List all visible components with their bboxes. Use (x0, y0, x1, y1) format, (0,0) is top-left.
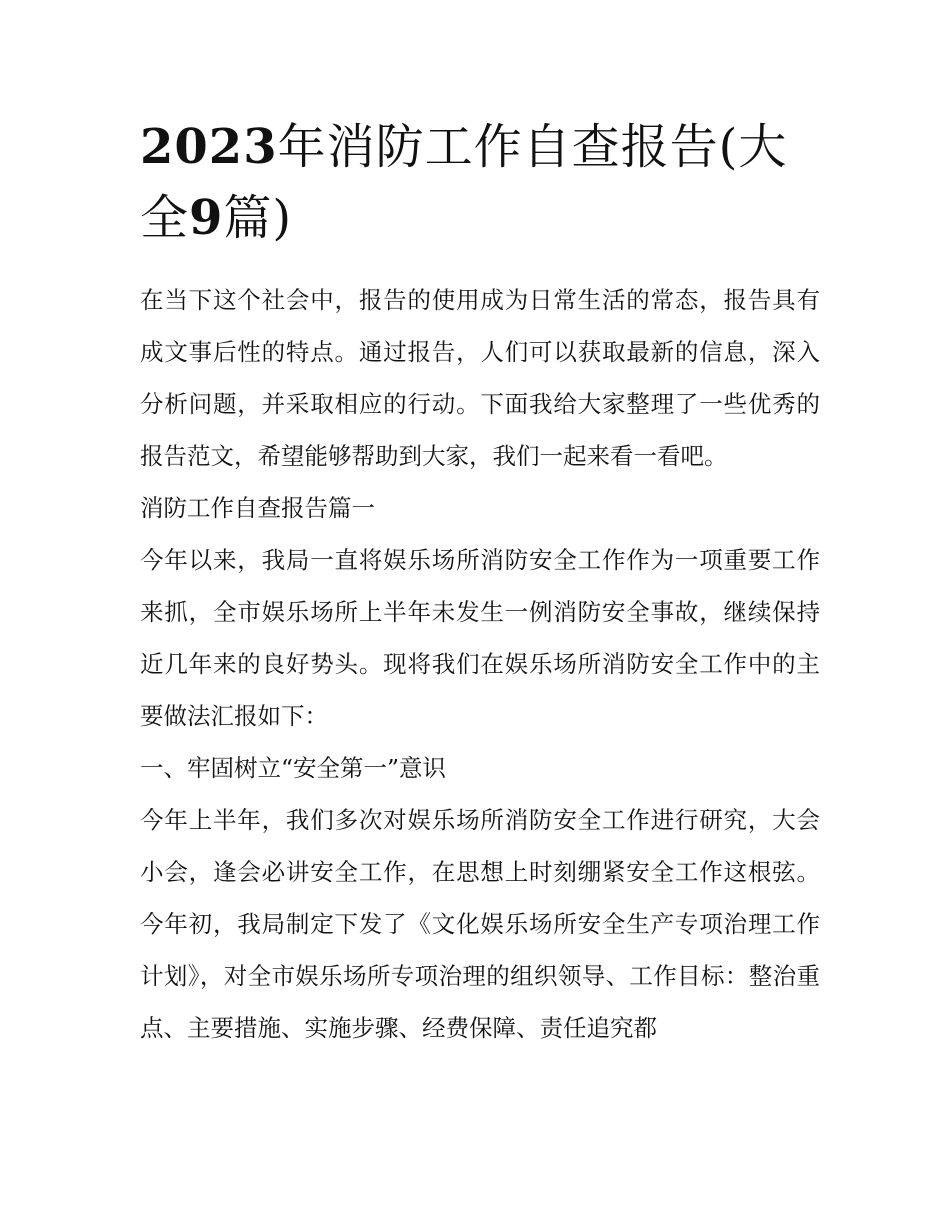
section-heading-part-one: 消防工作自查报告篇一 (140, 494, 375, 522)
body-paragraph: 今年以来，我局一直将娱乐场所消防安全工作作为一项重要工作来抓，全市娱乐场所上半年未发生一例消防安全事故，继续保持近几年来的良好势头。现将我们在娱乐场所消防安全工作中的主要做法汇报如下： (140, 546, 820, 730)
intro-paragraph: 在当下这个社会中，报告的使用成为日常生活的常态，报告具有成文事后性的特点。通过报告，人们可以获取最新的信息，深入分析问题，并采取相应的行动。下面我给大家整理了一些优秀的报告范文，希望能够帮助到大家，我们一起来看一看吧。 (140, 286, 820, 470)
title-count: 9 (189, 190, 224, 246)
title-text-1: 年消防工作自查报告(大全 (140, 119, 788, 246)
document-title (140, 112, 820, 254)
body-paragraph: 今年上半年，我们多次对娱乐场所消防安全工作进行研究，大会小会，逢会必讲安全工作，在思想上时刻绷紧安全工作这根弦。今年初，我局制定下发了《文化娱乐场所安全生产专项治理工作计划》，对全市娱乐场所专项治理的组织领导、工作目标：整治重点、主要措施、实施步骤、经费保障、责任追究都 (140, 806, 820, 1042)
subsection-heading: 一、牢固树立“安全第一”意识 (140, 754, 447, 782)
document-body (140, 274, 820, 1054)
title-text-2: 篇) (223, 190, 293, 246)
title-year: 2023 (140, 119, 278, 175)
